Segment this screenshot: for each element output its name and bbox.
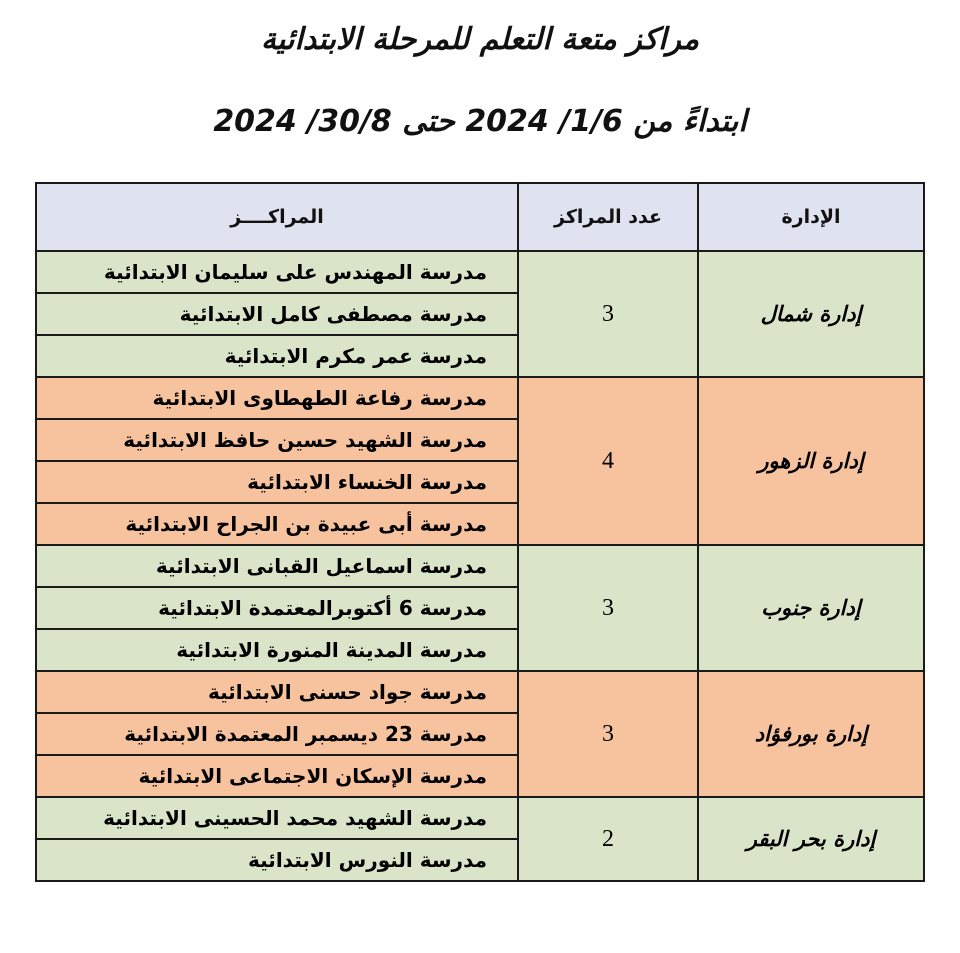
header-idara: الإدارة [698,183,924,251]
center-count-cell: 2 [518,797,698,881]
page-title: مراكز متعة التعلم للمرحلة الابتدائية [260,22,700,57]
table-row [36,671,924,713]
school-name-cell: مدرسة جواد حسنى الابتدائية [36,671,518,713]
header-count: عدد المراكز [518,183,698,251]
school-name-cell: مدرسة عمر مكرم الابتدائية [36,335,518,377]
school-name-cell: مدرسة 6 أكتوبرالمعتمدة الابتدائية [36,587,518,629]
header-centers: المراكــــز [36,183,518,251]
table-row [36,251,924,293]
school-name-cell: مدرسة الشهيد محمد الحسينى الابتدائية [36,797,518,839]
school-name-cell: مدرسة رفاعة الطهطاوى الابتدائية [36,377,518,419]
idara-cell: إدارة جنوب [698,545,924,671]
school-name-cell: مدرسة المدينة المنورة الابتدائية [36,629,518,671]
table-row [36,797,924,839]
center-count-cell: 4 [518,377,698,545]
idara-cell: إدارة شمال [698,251,924,377]
school-name-cell: مدرسة اسماعيل القبانى الابتدائية [36,545,518,587]
center-count-cell: 3 [518,671,698,797]
centers-table [35,182,925,882]
school-name-cell: مدرسة مصطفى كامل الابتدائية [36,293,518,335]
school-name-cell: مدرسة الخنساء الابتدائية [36,461,518,503]
school-name-cell: مدرسة النورس الابتدائية [36,839,518,881]
idara-cell: إدارة بحر البقر [698,797,924,881]
table-body [36,251,924,881]
center-count-cell: 3 [518,251,698,377]
school-name-cell: مدرسة الشهيد حسين حافظ الابتدائية [36,419,518,461]
idara-cell: إدارة بورفؤاد [698,671,924,797]
table-row [36,545,924,587]
center-count-cell: 3 [518,545,698,671]
school-name-cell: مدرسة 23 ديسمبر المعتمدة الابتدائية [36,713,518,755]
table-header-row [36,183,924,251]
date-range-subtitle: ابتداءً من 1/6/ 2024 حتى 30/8/ 2024 [213,104,747,139]
school-name-cell: مدرسة الإسكان الاجتماعى الابتدائية [36,755,518,797]
idara-cell: إدارة الزهور [698,377,924,545]
school-name-cell: مدرسة أبى عبيدة بن الجراح الابتدائية [36,503,518,545]
table-row [36,377,924,419]
school-name-cell: مدرسة المهندس على سليمان الابتدائية [36,251,518,293]
